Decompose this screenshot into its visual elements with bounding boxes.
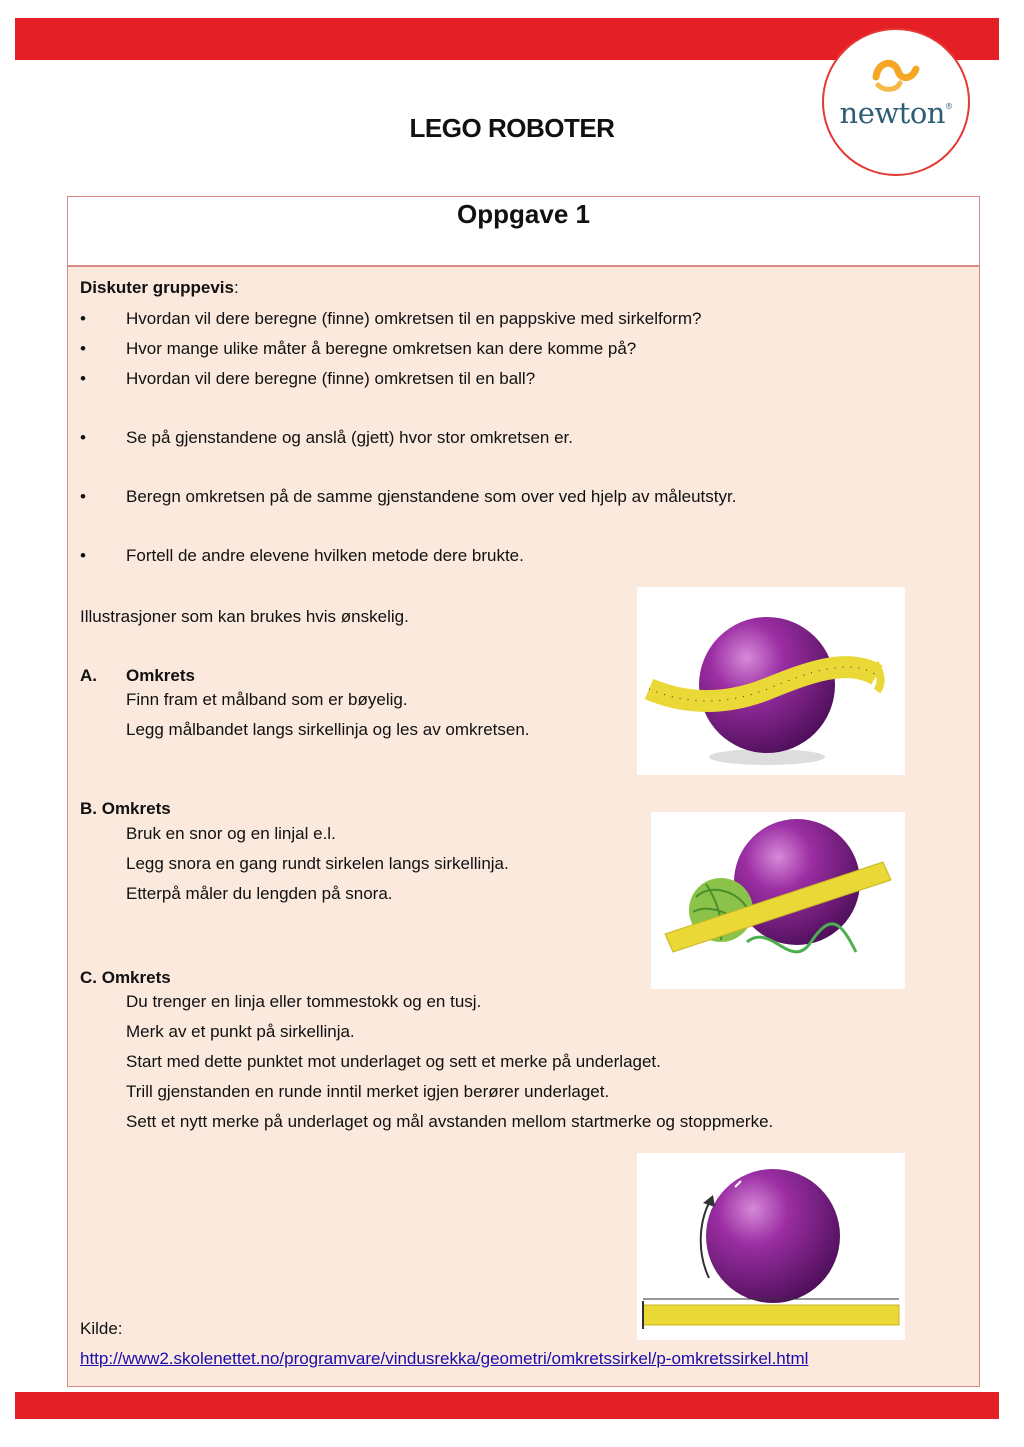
bullet-item: Se på gjenstandene og anslå (gjett) hvor stor omkretsen er. bbox=[126, 428, 573, 447]
bullet-marker: • bbox=[80, 546, 86, 565]
section-a-line: Finn fram et målband som er bøyelig. bbox=[126, 690, 408, 709]
illustrations-note: Illustrasjoner som kan brukes hvis ønskelig. bbox=[80, 607, 409, 626]
section-a-title: Omkrets bbox=[126, 666, 195, 685]
page-title: LEGO ROBOTER bbox=[409, 113, 615, 143]
section-c-line: Start med dette punktet mot underlaget og sett et merke på underlaget. bbox=[126, 1052, 661, 1071]
source-link[interactable]: http://www2.skolenettet.no/programvare/vindusrekka/geometri/omkretssirkel/p-omkretssirkel.html bbox=[80, 1349, 809, 1368]
section-c-line: Merk av et punkt på sirkellinja. bbox=[126, 1022, 355, 1041]
bullet-item: Hvordan vil dere beregne (finne) omkretsen til en ball? bbox=[126, 369, 536, 388]
bullet-marker: • bbox=[80, 339, 86, 358]
newton-logo bbox=[822, 28, 970, 176]
bullet-item: Hvor mange ulike måter å beregne omkretsen kan dere komme på? bbox=[126, 339, 637, 358]
task-header bbox=[68, 197, 979, 267]
bullet-marker: • bbox=[80, 369, 86, 388]
section-c-line: Du trenger en linja eller tommestokk og en tusj. bbox=[126, 992, 482, 1011]
section-c-line: Sett et nytt merke på underlaget og mål avstanden mellom startmerke og stoppmerke. bbox=[126, 1112, 774, 1131]
bullet-marker: • bbox=[80, 428, 86, 447]
section-b-line: Etterpå måler du lengden på snora. bbox=[126, 884, 393, 903]
section-a-line: Legg målbandet langs sirkellinja og les av omkretsen. bbox=[126, 720, 530, 739]
section-a-marker: A. bbox=[80, 666, 97, 685]
bullet-item: Fortell de andre elevene hvilken metode dere brukte. bbox=[126, 546, 524, 565]
bullet-marker: • bbox=[80, 309, 86, 328]
bullet-item: Hvordan vil dere beregne (finne) omkretsen til en pappskive med sirkelform? bbox=[126, 309, 702, 328]
task-heading: Oppgave 1 bbox=[457, 199, 590, 229]
newton-swirl-icon bbox=[872, 55, 920, 95]
section-c-title: C. Omkrets bbox=[80, 968, 171, 987]
bottom-red-bar bbox=[15, 1392, 999, 1419]
logo-wordmark: newton® bbox=[839, 96, 953, 130]
bullet-marker: • bbox=[80, 487, 86, 506]
section-b-line: Bruk en snor og en linjal e.l. bbox=[126, 824, 336, 843]
ball-yarn-ruler-image bbox=[651, 812, 905, 989]
section-c-line: Trill gjenstanden en runde inntil merket igjen berører underlaget. bbox=[126, 1082, 610, 1101]
source-label: Kilde: bbox=[80, 1319, 123, 1338]
section-b-line: Legg snora en gang rundt sirkelen langs sirkellinja. bbox=[126, 854, 509, 873]
section-b-title: B. Omkrets bbox=[80, 799, 171, 818]
rolling-ball-image bbox=[637, 1153, 905, 1340]
ball-with-tape-image bbox=[637, 587, 905, 775]
discuss-prompt: Diskuter gruppevis: bbox=[80, 278, 239, 297]
bullet-item: Beregn omkretsen på de samme gjenstandene som over ved hjelp av måleutstyr. bbox=[126, 487, 737, 506]
